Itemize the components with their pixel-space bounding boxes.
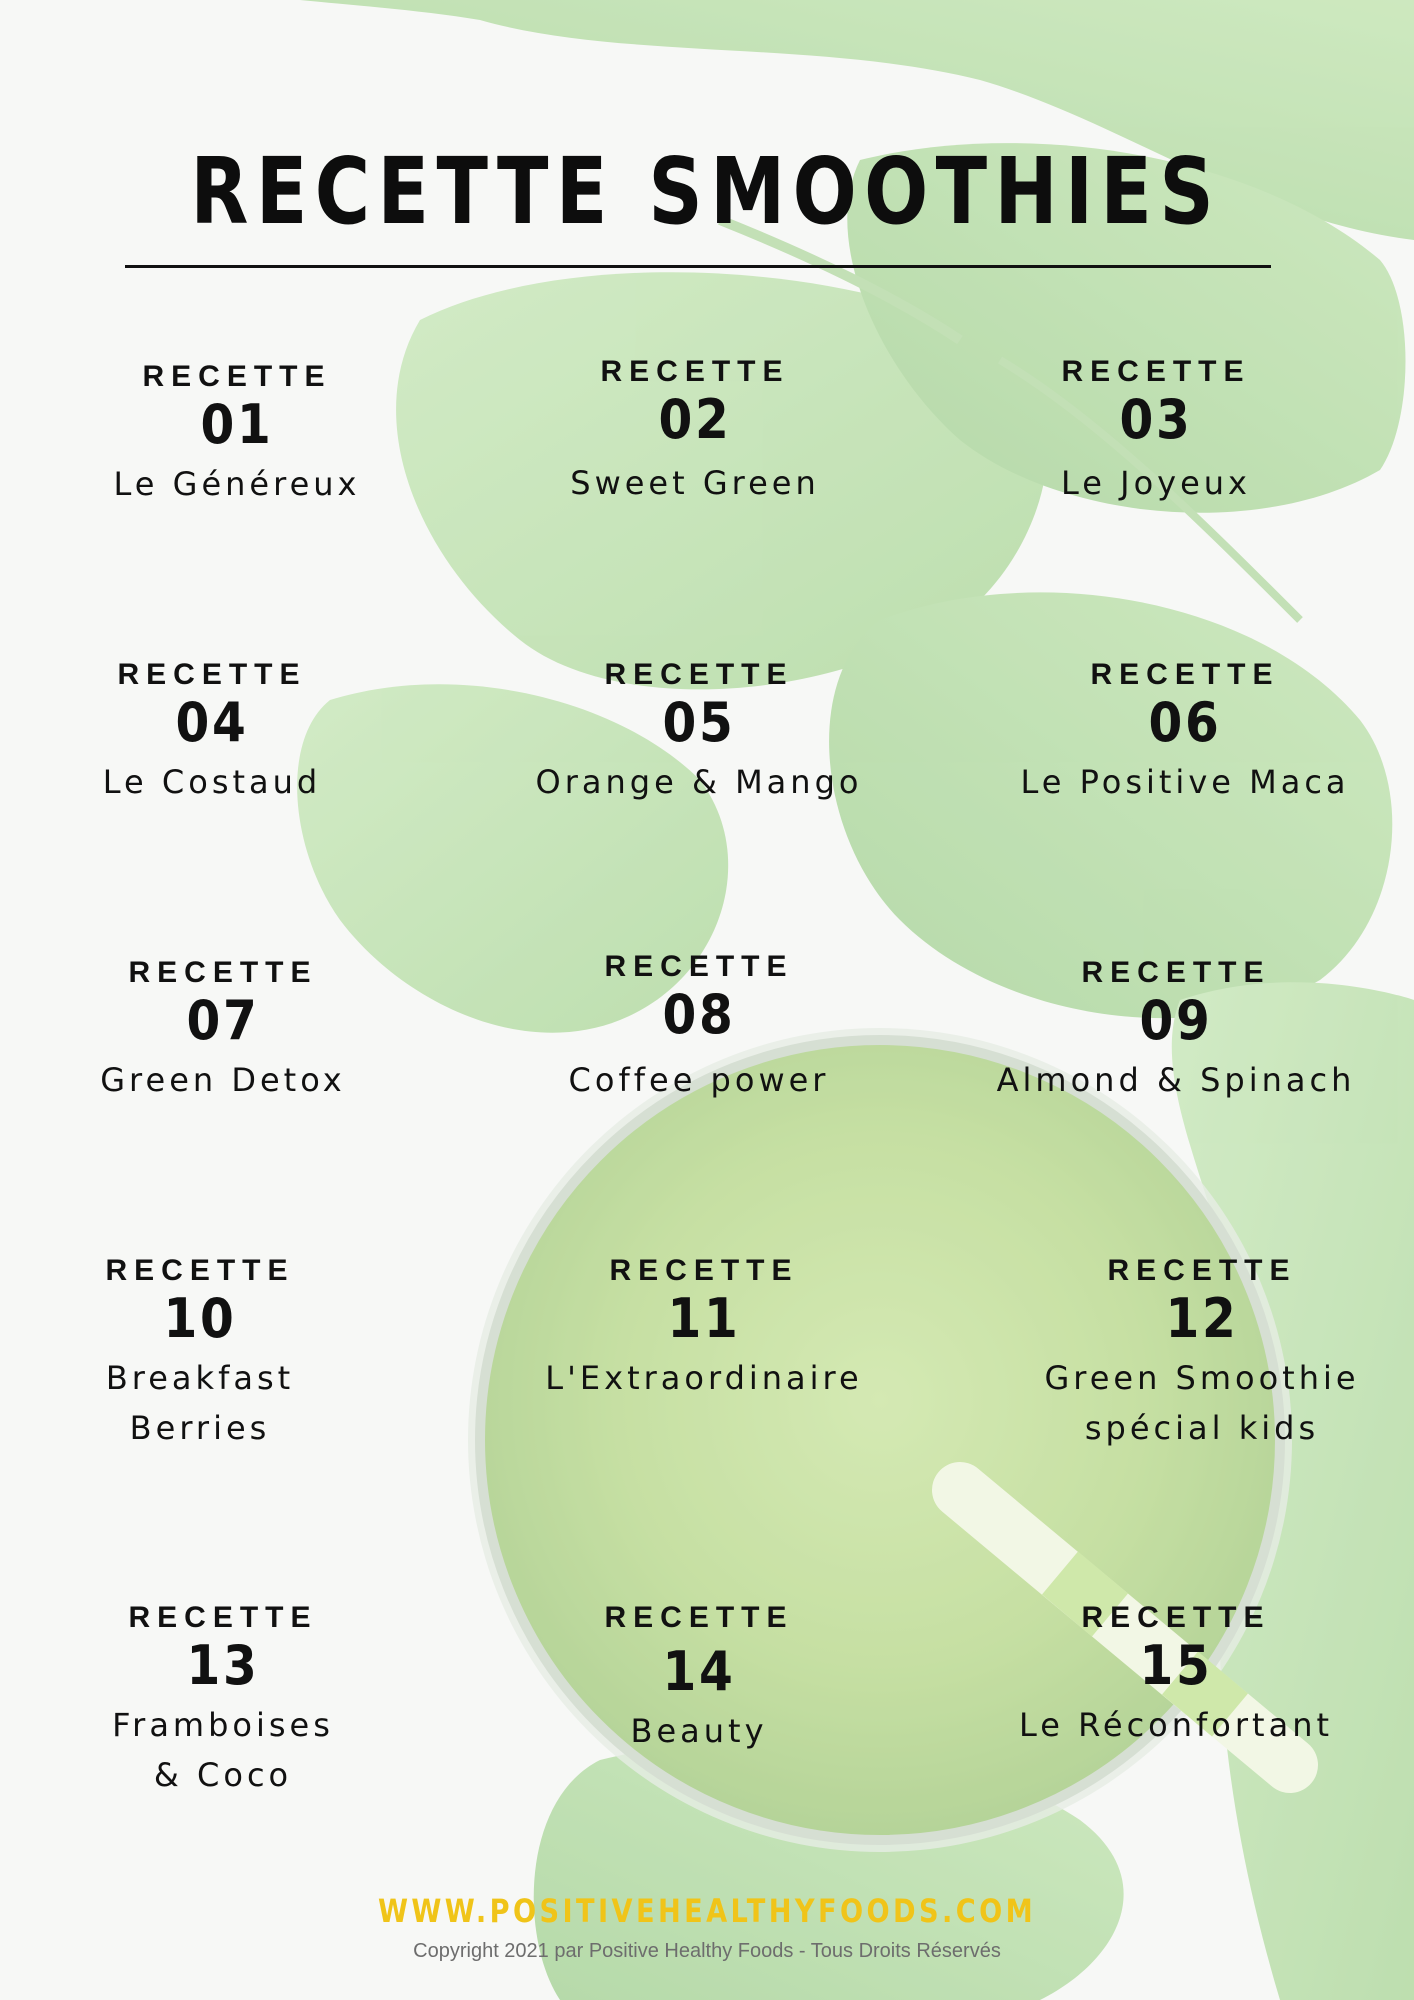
recipe-card-13[interactable] xyxy=(13,1598,433,1800)
recipe-card-10[interactable] xyxy=(0,1251,410,1453)
recipe-card-07[interactable] xyxy=(13,953,433,1105)
recipe-label: RECETTE xyxy=(1081,1601,1271,1634)
recipe-card-15[interactable] xyxy=(966,1598,1386,1750)
recipe-card-03[interactable] xyxy=(946,352,1366,508)
recipe-card-11[interactable] xyxy=(494,1251,914,1403)
recipe-number: 01 xyxy=(200,393,274,456)
recipe-number: 02 xyxy=(658,388,732,451)
recipe-name: Green Detox xyxy=(100,1061,346,1099)
recipe-card-01[interactable] xyxy=(27,357,447,509)
recipe-label: RECETTE xyxy=(604,1601,794,1634)
website-link[interactable]: WWW.POSITIVEHEALTHYFOODS.COM xyxy=(377,1892,1037,1930)
recipe-label: RECETTE xyxy=(142,360,332,393)
recipe-label: RECETTE xyxy=(1081,956,1271,989)
recipe-number: 06 xyxy=(1148,691,1222,754)
recipe-number: 07 xyxy=(186,989,260,1052)
recipe-number: 10 xyxy=(163,1287,237,1350)
recipe-number: 12 xyxy=(1165,1287,1239,1350)
recipe-label: RECETTE xyxy=(128,956,318,989)
recipe-name: Orange & Mango xyxy=(535,763,863,801)
recipe-name: Almond & Spinach xyxy=(996,1061,1356,1099)
page-title: RECETTE SMOOTHIES xyxy=(190,138,1222,245)
recipe-name: L'Extraordinaire xyxy=(545,1359,863,1397)
recipe-number: 11 xyxy=(667,1287,741,1350)
recipe-label: RECETTE xyxy=(128,1601,318,1634)
recipe-card-06[interactable] xyxy=(975,655,1395,807)
copyright-text: Copyright 2021 par Positive Healthy Foods - Tous Droits Réservés xyxy=(413,1940,1001,1962)
recipe-label: RECETTE xyxy=(1061,355,1251,388)
recipe-label: RECETTE xyxy=(117,658,307,691)
recipe-name: Sweet Green xyxy=(570,464,820,502)
recipe-card-04[interactable] xyxy=(2,655,422,807)
recipe-label: RECETTE xyxy=(604,658,794,691)
recipe-number: 08 xyxy=(662,983,736,1046)
recipe-number: 14 xyxy=(662,1640,736,1703)
recipe-name: Breakfast Berries xyxy=(105,1359,295,1447)
recipe-name: Le Généreux xyxy=(113,465,361,503)
recipe-number: 13 xyxy=(186,1634,260,1697)
recipe-name: Le Joyeux xyxy=(1061,464,1251,502)
recipe-label: RECETTE xyxy=(1090,658,1280,691)
recipe-card-12[interactable] xyxy=(992,1251,1412,1453)
recipe-card-09[interactable] xyxy=(966,953,1386,1105)
recipe-name: Coffee power xyxy=(568,1061,830,1099)
recipe-number: 03 xyxy=(1119,388,1193,451)
title-divider xyxy=(125,265,1271,268)
recipe-label: RECETTE xyxy=(600,355,790,388)
recipe-label: RECETTE xyxy=(604,950,794,983)
recipe-number: 05 xyxy=(662,691,736,754)
recipe-name: Le Costaud xyxy=(102,763,322,801)
recipe-name: Beauty xyxy=(630,1712,768,1750)
recipe-card-14[interactable] xyxy=(489,1598,909,1756)
recipe-name: Green Smoothie spécial kids xyxy=(1044,1359,1360,1447)
recipe-number: 15 xyxy=(1139,1634,1213,1697)
recipe-name: Framboises & Coco xyxy=(112,1706,334,1794)
recipe-card-08[interactable] xyxy=(489,947,909,1105)
recipe-name: Le Réconfortant xyxy=(1018,1706,1334,1744)
recipe-label: RECETTE xyxy=(609,1254,799,1287)
recipe-label: RECETTE xyxy=(105,1254,295,1287)
recipe-card-02[interactable] xyxy=(485,352,905,508)
recipe-number: 09 xyxy=(1139,989,1213,1052)
recipe-number: 04 xyxy=(175,691,249,754)
recipe-card-05[interactable] xyxy=(489,655,909,807)
recipe-label: RECETTE xyxy=(1107,1254,1297,1287)
recipe-name: Le Positive Maca xyxy=(1020,763,1350,801)
